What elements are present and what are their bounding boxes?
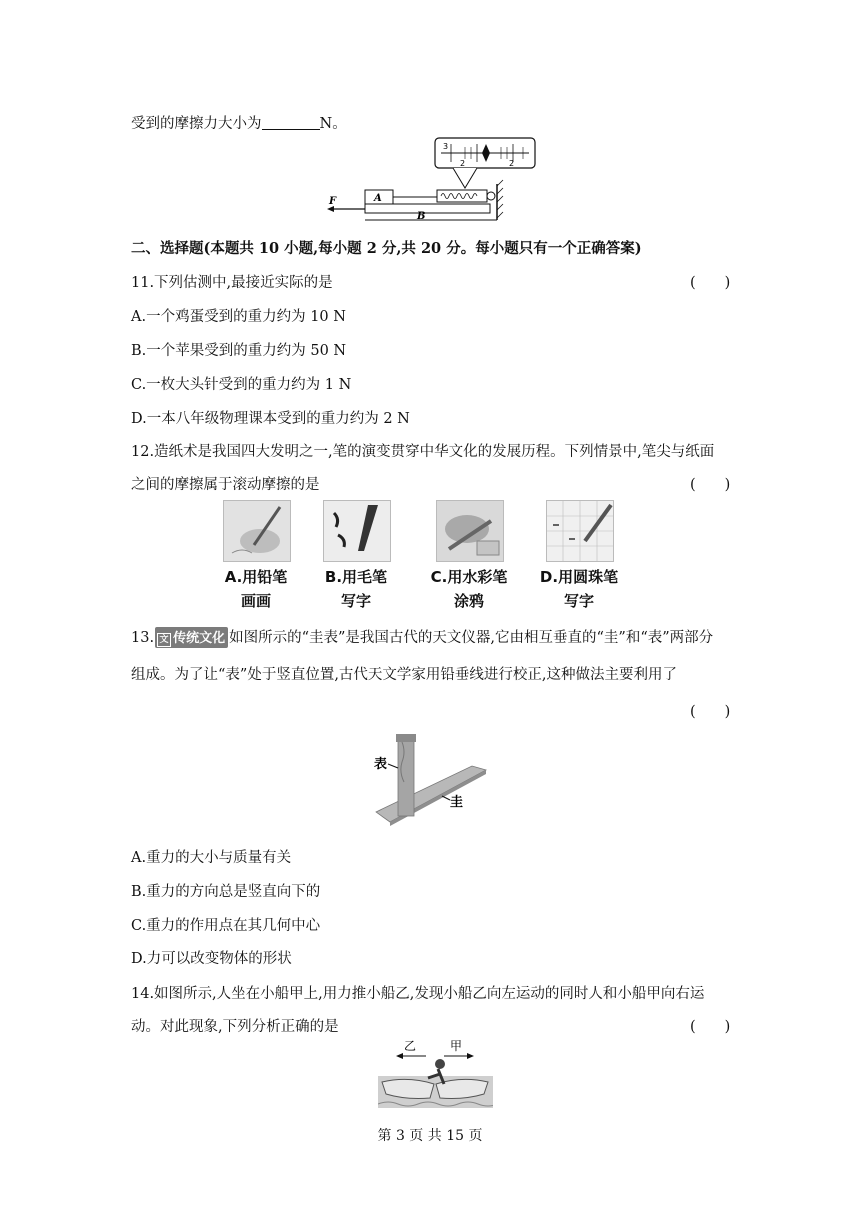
q11-option-c: C.一枚大头针受到的重力约为 1 N [131, 377, 352, 393]
q12-answer-paren: ( ) [690, 477, 731, 493]
q12-caption-b-line1: B.用毛笔 [324, 568, 388, 586]
q12-caption-c [419, 565, 519, 613]
q12-caption-c-line2: 涂鸦 [453, 592, 484, 610]
q11-answer-paren: ( ) [690, 275, 731, 291]
q10-tail-line [131, 112, 347, 133]
dial-tick-mid: 2 [460, 159, 466, 168]
q10-tail-before: 受到的摩擦力大小为 [131, 116, 262, 132]
label-a: A [374, 193, 382, 204]
biao-pillar [398, 740, 414, 816]
label-biao: 表 [374, 757, 388, 772]
label-f: F [329, 196, 337, 207]
q12-stem-line1: 12.造纸术是我国四大发明之一,笔的演变贯穿中华文化的发展历程。下列情景中,笔尖与纸面 [131, 444, 715, 460]
q12-caption-c-line1: C.用水彩笔 [430, 568, 508, 586]
photo-watercolor-doodle [436, 500, 504, 562]
section-heading: 二、选择题(本题共 10 小题,每小题 2 分,共 20 分。每小题只有一个正确答案) [131, 240, 642, 257]
q13-answer-paren: ( ) [690, 704, 731, 720]
dial-tick-right: 2 [509, 159, 515, 168]
label-jia: 甲 [450, 1039, 463, 1053]
q11-option-b: B.一个苹果受到的重力约为 50 N [131, 343, 347, 359]
photo-brush-writing [323, 500, 391, 562]
page-footer: 第 3 页 共 15 页 [377, 1128, 483, 1144]
q13-option-c: C.重力的作用点在其几何中心 [131, 918, 321, 934]
q12-caption-b [306, 565, 406, 613]
label-yi: 乙 [404, 1039, 417, 1053]
q13-option-d: D.力可以改变物体的形状 [131, 951, 292, 967]
dial-tick-left: 3 [443, 142, 449, 151]
spring-scale-figure [325, 136, 545, 228]
label-gui: 圭 [450, 795, 464, 810]
q12-stem-line2: 之间的摩擦属于滚动摩擦的是 [131, 477, 320, 493]
q12-caption-a [206, 565, 306, 613]
label-b: B [417, 211, 426, 222]
q14-answer-paren: ( ) [690, 1019, 731, 1035]
boats-figure [378, 1036, 493, 1108]
q13-option-a: A.重力的大小与质量有关 [131, 850, 292, 866]
board-b [365, 204, 490, 213]
tag-label: 传统文化 [173, 631, 226, 646]
photo-pencil-drawing [223, 500, 291, 562]
q12-caption-b-line2: 写字 [340, 592, 371, 610]
q11-option-a: A.一个鸡蛋受到的重力约为 10 N [131, 309, 346, 325]
culture-icon: 文 [157, 633, 171, 647]
traditional-culture-tag [155, 627, 228, 648]
q14-stem-line1: 14.如图所示,人坐在小船甲上,用力推小船乙,发现小船乙向左运动的同时人和小船甲向右运 [131, 986, 705, 1002]
spring-scale-body [437, 190, 487, 202]
q12-caption-d [529, 565, 629, 613]
q10-tail-after: N。 [319, 116, 347, 132]
q13-stem-line1 [131, 626, 713, 648]
q14-stem-line2: 动。对此现象,下列分析正确的是 [131, 1019, 339, 1035]
answer-blank [262, 115, 320, 130]
q12-caption-a-line2: 画画 [240, 592, 271, 610]
q13-stem-line2: 组成。为了让“表”处于竖直位置,古代天文学家用铅垂线进行校正,这种做法主要利用了 [131, 667, 678, 683]
q11-stem: 11.下列估测中,最接近实际的是 [131, 275, 333, 291]
q13-option-b: B.重力的方向总是竖直向下的 [131, 884, 321, 900]
q13-number: 13. [131, 630, 155, 646]
q11-option-d: D.一本八年级物理课本受到的重力约为 2 N [131, 411, 410, 427]
q12-caption-d-line2: 写字 [563, 592, 594, 610]
q12-caption-d-line1: D.用圆珠笔 [539, 568, 619, 586]
q13-stem-text: 如图所示的“圭表”是我国古代的天文仪器,它由相互垂直的“圭”和“表”两部分 [229, 630, 714, 646]
guibiao-figure [372, 730, 490, 828]
q12-caption-a-line1: A.用铅笔 [224, 568, 288, 586]
photo-ballpoint-writing [546, 500, 614, 562]
person-head [435, 1059, 445, 1069]
